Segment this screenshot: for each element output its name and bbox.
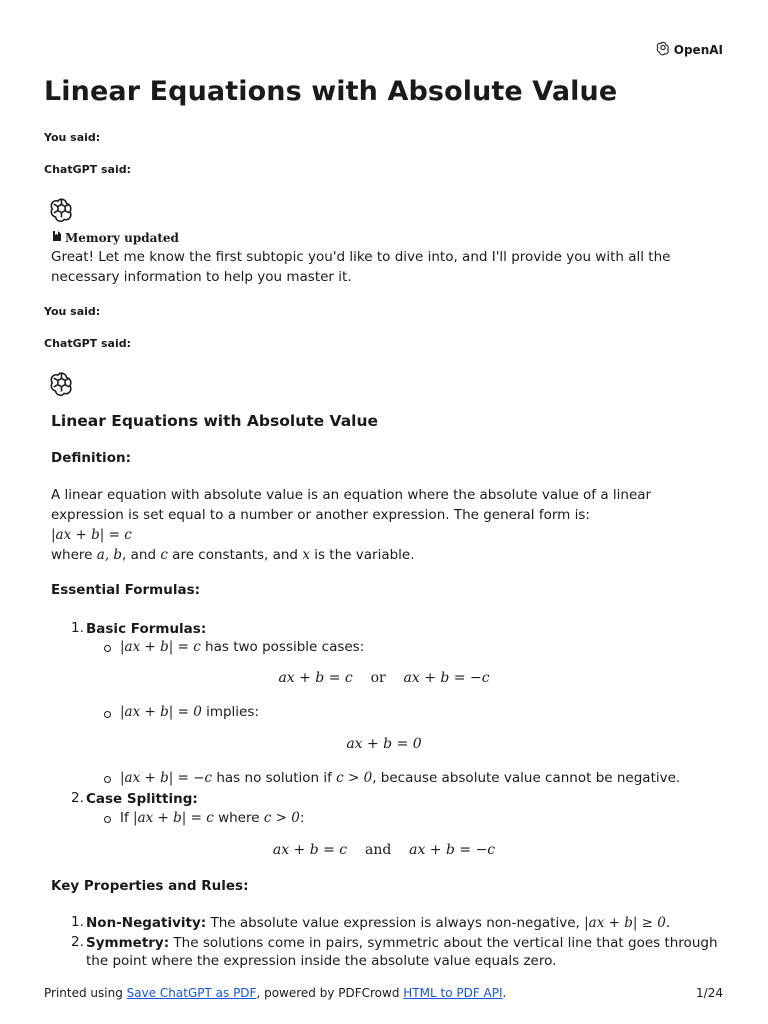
essential-formulas-label: Essential Formulas: bbox=[51, 582, 201, 598]
key-properties-label: Key Properties and Rules: bbox=[51, 878, 249, 894]
case-line bbox=[120, 809, 304, 827]
list-number: 2. bbox=[71, 934, 84, 950]
case-math: |ax + b| = c bbox=[133, 810, 214, 826]
case-where: where bbox=[213, 810, 264, 826]
definition-label: Definition: bbox=[51, 450, 131, 466]
formula-3-math: |ax + b| = −c bbox=[120, 770, 213, 786]
case-splitting-label: Case Splitting: bbox=[86, 791, 198, 807]
property-1-label: Non-Negativity: bbox=[86, 915, 207, 931]
memory-updated-notice bbox=[51, 230, 179, 245]
user-turn-label: You said: bbox=[44, 131, 101, 144]
where-c: c bbox=[160, 547, 168, 563]
property-2-text: The solutions come in pairs, symmetric about the vertical line that goes through the point where the expression inside the absolute value equals zero. bbox=[86, 935, 718, 969]
assistant-reply-1: Great! Let me know the first subtopic you'd like to dive into, and I'll provide you with all the necessary information to help you master it. bbox=[51, 249, 671, 285]
assistant-turn-label: ChatGPT said: bbox=[44, 163, 132, 176]
footer-period: . bbox=[502, 986, 507, 1000]
display-equation-2 bbox=[0, 736, 768, 752]
case-if: If bbox=[120, 810, 134, 826]
display-1-or: or bbox=[370, 670, 386, 686]
case-cond: c > 0 bbox=[263, 810, 300, 826]
html-to-pdf-api-link[interactable]: HTML to PDF API bbox=[403, 986, 503, 1000]
memory-icon bbox=[51, 230, 63, 245]
footer-powered: , powered by PDFCrowd bbox=[256, 986, 404, 1000]
general-form-math: |ax + b| = c bbox=[51, 527, 132, 543]
display-1-left: ax + b = c bbox=[278, 670, 353, 686]
where-line bbox=[51, 545, 721, 565]
list-number: 1. bbox=[71, 914, 84, 930]
property-1-math: |ax + b| ≥ 0. bbox=[584, 915, 671, 931]
chatgpt-avatar-icon bbox=[48, 196, 75, 223]
page-title: Linear Equations with Absolute Value bbox=[44, 76, 618, 107]
where-mid: are constants, and bbox=[167, 547, 303, 563]
where-vars: a, b bbox=[96, 547, 123, 563]
bullet-icon bbox=[104, 711, 111, 718]
formula-line-1 bbox=[120, 638, 364, 656]
property-1-text: The absolute value expression is always non-negative, bbox=[206, 915, 585, 931]
list-number: 1. bbox=[71, 620, 84, 636]
formula-1-math: |ax + b| = c bbox=[120, 639, 201, 655]
where-and: , and bbox=[122, 547, 161, 563]
definition-text: A linear equation with absolute value is an equation where the absolute value of a linear expression is set equal to a number or another expression. The general form is: bbox=[51, 487, 652, 523]
bullet-icon bbox=[104, 645, 111, 652]
footer bbox=[44, 986, 506, 1000]
save-chatgpt-pdf-link[interactable]: Save ChatGPT as PDF bbox=[126, 986, 257, 1000]
formula-2-text: implies: bbox=[201, 704, 259, 720]
formula-line-2 bbox=[120, 703, 259, 721]
where-x: x bbox=[302, 547, 310, 563]
chatgpt-avatar-icon bbox=[48, 370, 75, 397]
display-3-left: ax + b = c bbox=[272, 842, 348, 858]
footer-printed-using: Printed using bbox=[44, 986, 127, 1000]
openai-brand bbox=[655, 40, 723, 59]
formula-1-text: has two possible cases: bbox=[200, 639, 365, 655]
display-equation-3 bbox=[0, 842, 768, 858]
display-3-and: and bbox=[364, 842, 392, 858]
property-2-label: Symmetry: bbox=[86, 935, 170, 951]
where-prefix: where bbox=[51, 547, 97, 563]
bullet-icon bbox=[104, 776, 111, 783]
page-number: 1/24 bbox=[696, 986, 723, 1000]
property-2 bbox=[86, 934, 726, 970]
formula-line-3 bbox=[120, 769, 680, 787]
bullet-icon bbox=[104, 816, 111, 823]
formula-2-math: |ax + b| = 0 bbox=[120, 704, 202, 720]
display-2: ax + b = 0 bbox=[346, 736, 422, 752]
assistant-turn-label: ChatGPT said: bbox=[44, 337, 132, 350]
openai-brand-text: OpenAI bbox=[673, 42, 723, 57]
display-equation-1 bbox=[0, 670, 768, 686]
user-turn-label: You said: bbox=[44, 305, 101, 318]
section-heading: Linear Equations with Absolute Value bbox=[51, 412, 379, 430]
formula-3-cond: c > 0 bbox=[336, 770, 373, 786]
property-1 bbox=[86, 914, 726, 932]
formula-3-text-1: has no solution if bbox=[212, 770, 337, 786]
memory-updated-text: Memory updated bbox=[65, 230, 179, 245]
display-1-right: ax + b = −c bbox=[403, 670, 490, 686]
where-suffix: is the variable. bbox=[309, 547, 415, 563]
list-number: 2. bbox=[71, 790, 84, 806]
case-colon: : bbox=[299, 810, 305, 826]
display-3-right: ax + b = −c bbox=[409, 842, 496, 858]
formula-3-text-2: , because absolute value cannot be negative. bbox=[372, 770, 681, 786]
basic-formulas-label: Basic Formulas: bbox=[86, 621, 207, 637]
openai-logo-icon bbox=[655, 40, 671, 59]
